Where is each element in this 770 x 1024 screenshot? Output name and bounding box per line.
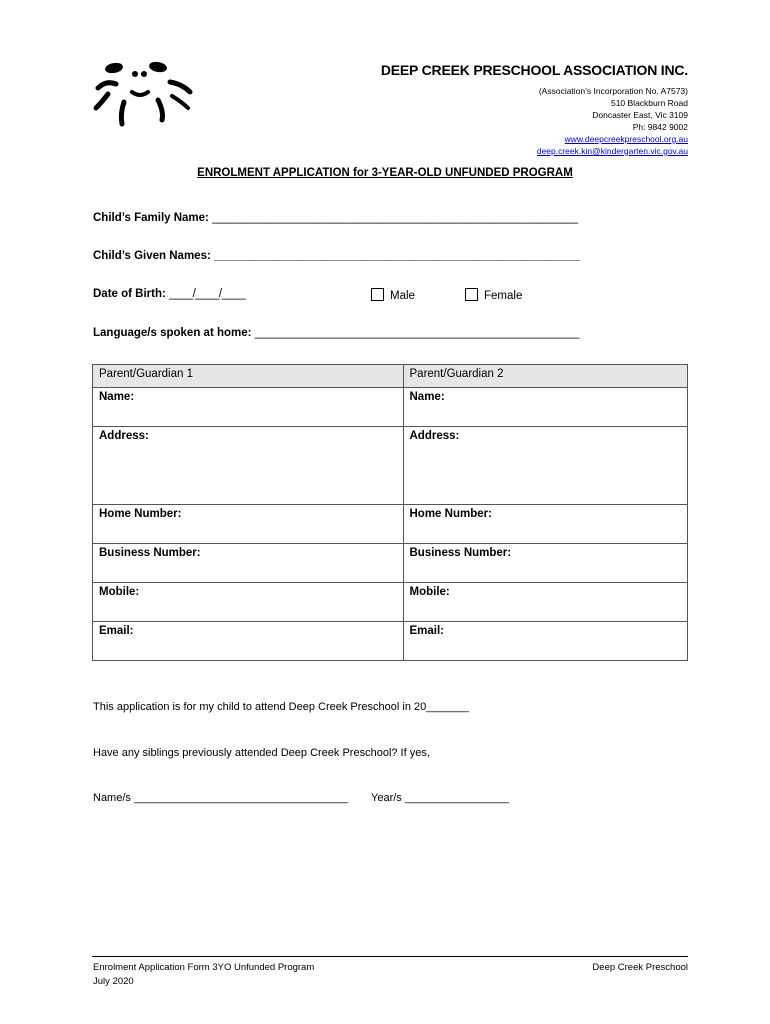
table-row xyxy=(93,427,688,505)
given-names-blank[interactable]: ______________________________________________________________ xyxy=(214,250,580,262)
guardian-1-email-cell[interactable]: Email: xyxy=(93,622,404,661)
language-label: Language/s spoken at home: xyxy=(93,327,252,339)
female-option[interactable] xyxy=(465,288,522,302)
table-row xyxy=(93,505,688,544)
email-link[interactable]: deep.creek.kin@kindergarten.vic.gov.au xyxy=(536,146,688,156)
guardian-1-mobile-cell[interactable]: Mobile: xyxy=(93,583,404,622)
guardian-2-email-cell[interactable]: Email: xyxy=(403,622,688,661)
org-name: DEEP CREEK PRESCHOOL ASSOCIATION INC. xyxy=(380,62,688,78)
female-checkbox[interactable] xyxy=(465,288,478,301)
guardian-2-home-number-cell[interactable]: Home Number: xyxy=(403,505,688,544)
guardian-2-name-cell[interactable]: Name: xyxy=(403,388,688,427)
male-option[interactable] xyxy=(371,288,415,302)
given-names-label: Child’s Given Names: xyxy=(93,250,211,262)
guardian-table-header xyxy=(93,365,688,388)
sibling-names-field[interactable]: Name/s ___________________________________ xyxy=(93,792,349,804)
guardian-1-name-cell[interactable]: Name: xyxy=(93,388,404,427)
footer-divider xyxy=(92,956,688,957)
attend-year-statement[interactable]: This application is for my child to attend Deep Creek Preschool in 20_______ xyxy=(93,701,470,713)
footer-form-name: Enrolment Application Form 3YO Unfunded Program xyxy=(93,962,315,973)
male-checkbox[interactable] xyxy=(371,288,384,301)
table-row xyxy=(93,622,688,661)
guardian-2-header: Parent/Guardian 2 xyxy=(403,365,688,388)
guardian-1-home-number-cell[interactable]: Home Number: xyxy=(93,505,404,544)
table-row xyxy=(93,583,688,622)
preschool-logo xyxy=(88,58,198,130)
form-title: ENROLMENT APPLICATION for 3-YEAR-OLD UNFUNDED PROGRAM xyxy=(197,167,573,179)
given-names-field[interactable] xyxy=(93,250,580,262)
male-label: Male xyxy=(390,290,415,302)
table-row xyxy=(93,544,688,583)
female-label: Female xyxy=(484,290,523,302)
family-name-label: Child’s Family Name: xyxy=(93,212,209,224)
guardian-1-business-number-cell[interactable]: Business Number: xyxy=(93,544,404,583)
sibling-years-field[interactable]: Year/s _________________ xyxy=(371,792,509,804)
table-row xyxy=(93,388,688,427)
guardian-2-business-number-cell[interactable]: Business Number: xyxy=(403,544,688,583)
language-field[interactable] xyxy=(93,327,579,339)
guardian-1-address-cell[interactable]: Address: xyxy=(93,427,404,505)
phone-number: Ph: 9842 9002 xyxy=(632,122,688,132)
footer-date: July 2020 xyxy=(93,976,134,987)
guardian-2-mobile-cell[interactable]: Mobile: xyxy=(403,583,688,622)
incorporation-number: (Association’s Incorporation No. A7573) xyxy=(538,86,688,96)
footer-school-name: Deep Creek Preschool xyxy=(592,962,688,973)
guardian-table xyxy=(92,364,688,661)
guardian-2-address-cell[interactable]: Address: xyxy=(403,427,688,505)
guardian-1-header: Parent/Guardian 1 xyxy=(93,365,404,388)
dob-field[interactable] xyxy=(93,288,245,300)
siblings-question: Have any siblings previously attended Deep Creek Preschool? If yes, xyxy=(93,747,430,759)
address-line-1: 510 Blackburn Road xyxy=(610,98,688,108)
dob-blank[interactable]: ____/____/____ xyxy=(169,288,246,300)
address-line-2: Doncaster East, Vic 3109 xyxy=(592,110,688,120)
language-blank[interactable]: _______________________________________________________ xyxy=(254,327,579,339)
dob-label: Date of Birth: xyxy=(93,288,166,300)
family-name-field[interactable] xyxy=(93,212,578,224)
website-link[interactable]: www.deepcreekpreschool.org.au xyxy=(564,134,688,144)
family-name-blank[interactable]: ______________________________________________________________ xyxy=(212,212,578,224)
